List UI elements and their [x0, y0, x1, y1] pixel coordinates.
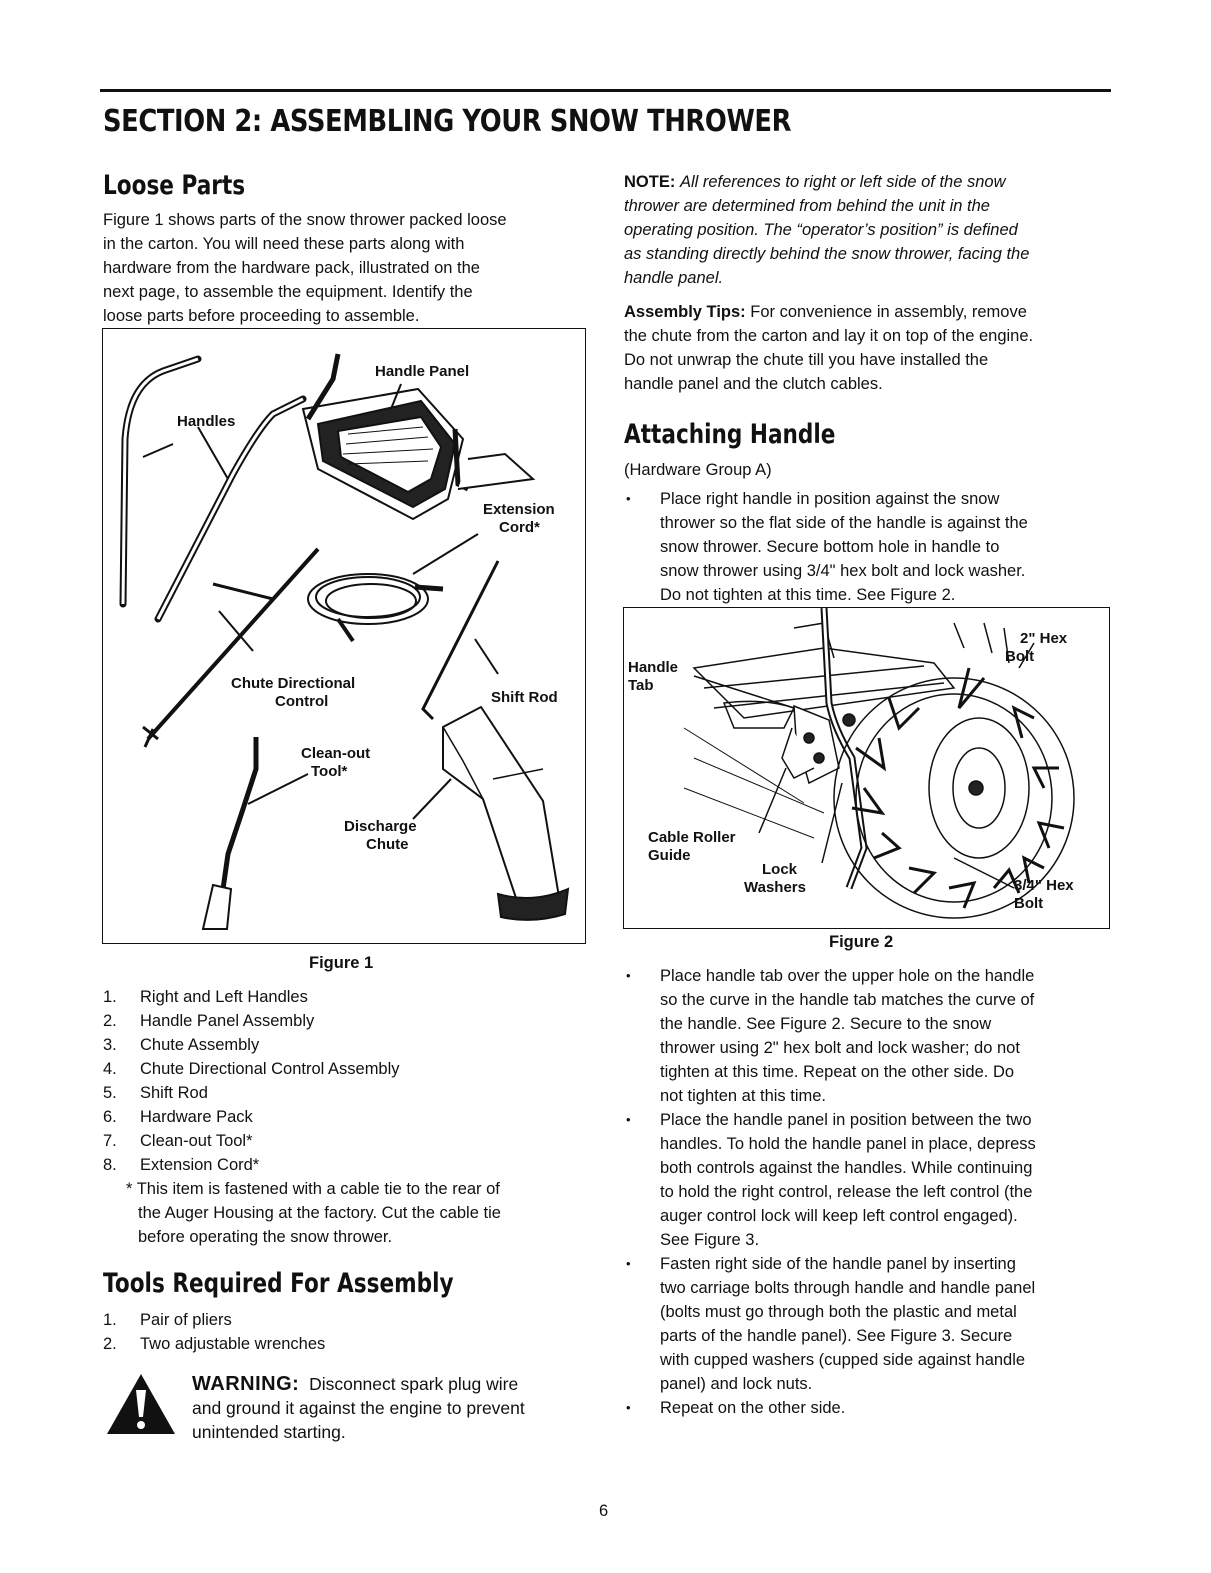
label-handle: Handle [628, 659, 679, 676]
footnote [126, 1177, 501, 1249]
intro-line: loose parts before proceeding to assemble. [103, 307, 420, 325]
label-tool: Tool* [311, 763, 348, 780]
label-control: Control [275, 693, 329, 710]
warning-line: and ground it against the engine to prevent [192, 1398, 525, 1418]
label-shift-rod: Shift Rod [491, 689, 558, 706]
list-item: 2. Two adjustable wrenches [103, 1335, 326, 1353]
bullet-item: • Place the handle panel in position between the two handles. To hold the handle panel in place, depress both controls against the handles. While continuing to hold the right control, release the left control (the auger control lock will keep left control engaged). See Figure 3. [624, 1108, 1110, 1252]
list-item: 6. Hardware Pack [103, 1108, 253, 1126]
hardware-group: (Hardware Group A) [624, 461, 772, 479]
warning-line: WARNING: Disconnect spark plug wire [192, 1373, 519, 1395]
list-item: 4. Chute Directional Control Assembly [103, 1060, 400, 1078]
warning-line: unintended starting. [192, 1422, 346, 1442]
bullet-item: • Place right handle in position against the snow thrower so the flat side of the handle is against the snow thrower. Secure bottom hole in handle to snow thrower using 3/4" hex bolt and lock washer. Do not tighten at this time. See Figure 2. [624, 487, 1110, 607]
attaching-bullet-1 [624, 487, 1110, 607]
list-item: 1. Right and Left Handles [103, 988, 308, 1006]
note-line: as standing directly behind the snow thrower, facing the [624, 245, 1030, 263]
label-handles: Handles [177, 413, 236, 430]
label-bolt-a: Bolt [1005, 648, 1035, 665]
note-line: NOTE: All references to right or left side of the snow [624, 173, 1006, 191]
label-cable-roller: Cable Roller [648, 829, 736, 846]
warning-triangle-icon [105, 1372, 177, 1436]
intro-line: in the carton. You will need these parts along with [103, 235, 465, 253]
list-item: 3. Chute Assembly [103, 1036, 260, 1054]
figure-2 [623, 607, 1110, 929]
figure-1 [102, 328, 586, 944]
label-cord: Cord* [499, 519, 540, 536]
tools-heading: Tools Required For Assembly [103, 1268, 454, 1299]
intro-line: next page, to assemble the equipment. Identify the [103, 283, 473, 301]
bullet-item: • Place handle tab over the upper hole on the handle so the curve in the handle tab matches the curve of the handle. See Figure 2. Secure to the snow thrower using 2" hex bolt and lock washer; do not tighten at this time. Repeat on the other side. Do not tighten at this time. [624, 964, 1110, 1108]
tips-label: Assembly Tips: [624, 303, 746, 321]
footnote-line: the Auger Housing at the factory. Cut the cable tie [138, 1204, 501, 1222]
label-extension: Extension [483, 501, 555, 518]
label-bolt-b: Bolt [1014, 895, 1044, 912]
label-chute-directional: Chute Directional [231, 675, 356, 692]
tips-line: Assembly Tips: For convenience in assembly, remove [624, 303, 1027, 321]
figure-1-caption: Figure 1 [309, 954, 374, 972]
intro-line: hardware from the hardware pack, illustrated on the [103, 259, 480, 277]
list-item: 5. Shift Rod [103, 1084, 208, 1102]
list-item: 2. Handle Panel Assembly [103, 1012, 315, 1030]
note-line: operating position. The “operator’s position” is defined [624, 221, 1018, 239]
label-tab: Tab [628, 677, 654, 694]
figure-2-caption: Figure 2 [829, 933, 894, 951]
attaching-bullets [624, 964, 1110, 1420]
assembly-tips-block [624, 300, 1110, 396]
page-number: 6 [599, 1502, 609, 1520]
label-chute: Chute [366, 836, 409, 853]
tips-line: handle panel and the clutch cables. [624, 375, 883, 393]
intro-line: Figure 1 shows parts of the snow thrower packed loose [103, 211, 507, 229]
figure-1-illustration [103, 329, 585, 943]
note-line: thrower are determined from behind the unit in the [624, 197, 990, 215]
loose-parts-intro [103, 208, 507, 328]
footnote-line: before operating the snow thrower. [138, 1228, 393, 1246]
warning-label: WARNING: [192, 1373, 300, 1395]
label-3-4-hex: 3/4" Hex [1014, 877, 1074, 894]
tools-list [103, 1308, 325, 1356]
section-title: SECTION 2: ASSEMBLING YOUR SNOW THROWER [103, 104, 792, 139]
list-item: 1. Pair of pliers [103, 1311, 232, 1329]
bullet-item: • Fasten right side of the handle panel by inserting two carriage bolts through handle and handle panel (bolts must go through both the plastic and metal parts of the handle panel). See Figure 3. Secure with cupped washers (cupped side against handle panel) and lock nuts. [624, 1252, 1110, 1396]
label-washers: Washers [744, 879, 806, 896]
footnote-line: * This item is fastened with a cable tie to the rear of [126, 1180, 500, 1198]
label-clean-out: Clean-out [301, 745, 371, 762]
loose-parts-list [103, 985, 400, 1177]
label-lock: Lock [762, 861, 798, 878]
tips-line: the chute from the carton and lay it on top of the engine. [624, 327, 1034, 345]
note-label: NOTE: [624, 173, 676, 191]
list-item: 7. Clean-out Tool* [103, 1132, 253, 1150]
bullet-item: • Repeat on the other side. [624, 1396, 1110, 1420]
attaching-heading: Attaching Handle [624, 419, 836, 450]
list-item: 8. Extension Cord* [103, 1156, 260, 1174]
note-block [624, 170, 1110, 290]
loose-parts-heading: Loose Parts [103, 170, 246, 201]
section-rule [100, 89, 1111, 92]
tips-line: Do not unwrap the chute till you have installed the [624, 351, 989, 369]
label-discharge: Discharge [344, 818, 417, 835]
label-handle-panel: Handle Panel [375, 363, 470, 380]
warning-text [192, 1372, 587, 1444]
label-guide: Guide [648, 847, 691, 864]
note-line: handle panel. [624, 269, 724, 287]
label-2-hex: 2" Hex [1020, 630, 1068, 647]
